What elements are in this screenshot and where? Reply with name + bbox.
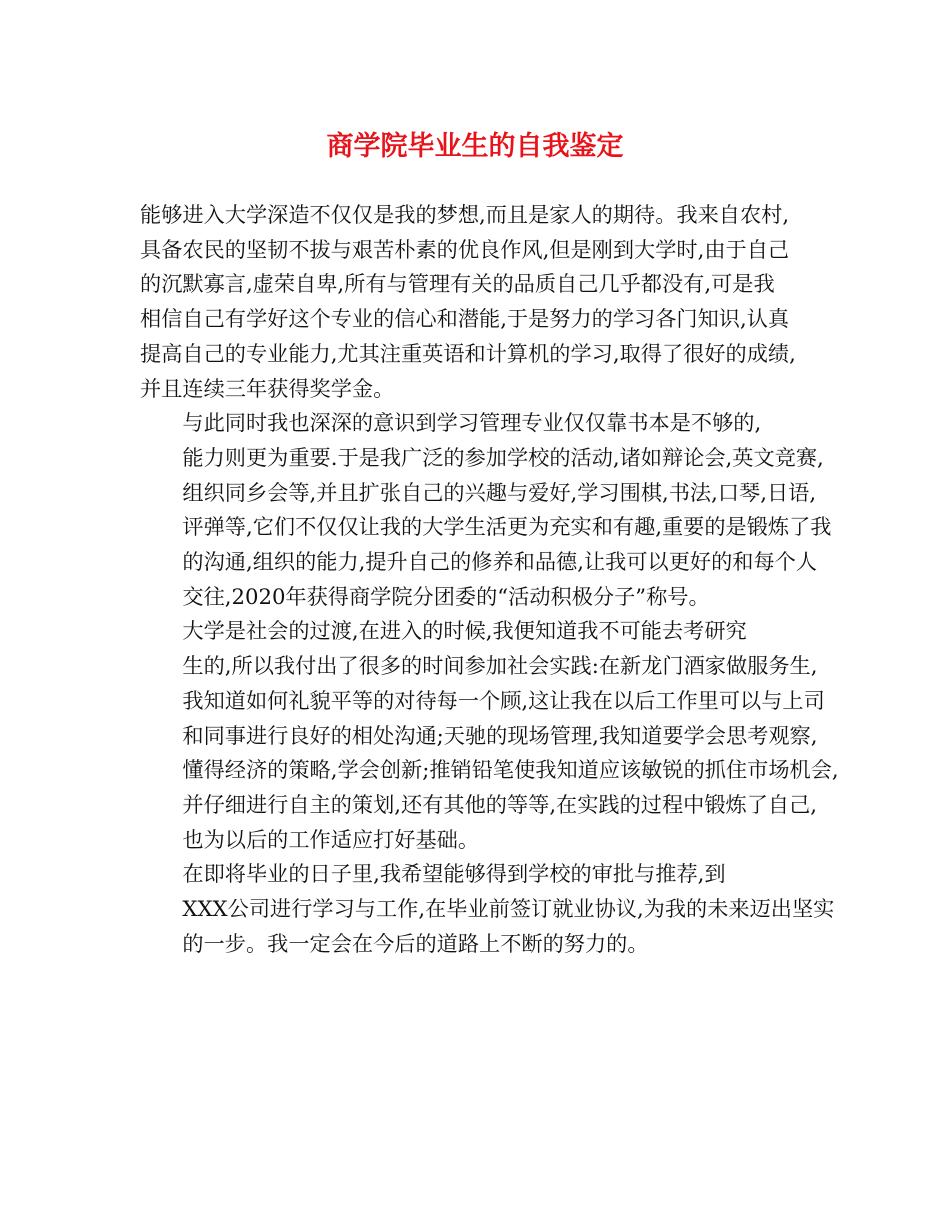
- paragraph-line: 并仔细进行自主的策划,还有其他的等等,在实践的过程中锻炼了自己,: [182, 791, 818, 817]
- paragraph-line: 相信自己有学好这个专业的信心和潜能,于是努力的学习各门知识,认真: [140, 306, 790, 332]
- paragraph-line: 的沟通,组织的能力,提升自己的修养和品德,让我可以更好的和每个人: [182, 549, 818, 575]
- paragraph-line: 大学是社会的过渡,在进入的时候,我便知道我不可能去考研究: [182, 618, 747, 644]
- paragraph-line: 的一步。我一定会在今后的道路上不断的努力的。: [182, 930, 649, 956]
- paragraph: [140, 857, 835, 961]
- paragraph-line: 评弹等,它们不仅仅让我的大学生活更为充实和有趣,重要的是锻炼了我: [182, 514, 832, 540]
- paragraph-line: 我知道如何礼貌平等的对待每一个顾,这让我在以后工作里可以与上司: [182, 687, 825, 713]
- paragraph-line: 在即将毕业的日子里,我希望能够得到学校的审批与推荐,到: [182, 861, 726, 887]
- document-title: 商学院毕业生的自我鉴定: [326, 131, 624, 162]
- paragraph-line: 生的,所以我付出了很多的时间参加社会实践:在新龙门酒家做服务生,: [182, 653, 818, 679]
- paragraph-line: XXX公司进行学习与工作,在毕业前签订就业协议,为我的未来迈出坚实: [182, 896, 835, 922]
- paragraph-line: 的沉默寡言,虚荣自卑,所有与管理有关的品质自己几乎都没有,可是我: [140, 271, 775, 297]
- paragraph-line: 与此同时我也深深的意识到学习管理专业仅仅靠书本是不够的,: [182, 410, 762, 436]
- paragraph: [140, 198, 814, 406]
- document-body: [140, 198, 839, 961]
- paragraph-line: 能够进入大学深造不仅仅是我的梦想,而且是家人的期待。我来自农村,: [140, 202, 790, 227]
- paragraph-line: 交往,2020年获得商学院分团委的“活动积极分子”称号。: [182, 583, 710, 609]
- paragraph: [140, 614, 839, 857]
- paragraph-line: 并且连续三年获得奖学金。: [140, 375, 395, 401]
- paragraph-line: 和同事进行良好的相处沟通;天驰的现场管理,我知道要学会思考观察,: [182, 722, 818, 748]
- paragraph-line: 能力则更为重要.于是我广泛的参加学校的活动,诸如辩论会,英文竞赛,: [182, 444, 824, 470]
- paragraph-line: 也为以后的工作适应打好基础。: [182, 826, 480, 852]
- paragraph-line: 懂得经济的策略,学会创新;推销铅笔使我知道应该敏锐的抓住市场机会,: [182, 757, 839, 783]
- paragraph: [140, 406, 832, 614]
- paragraph-line: 组织同乡会等,并且扩张自己的兴趣与爱好,学习围棋,书法,口琴,日语,: [182, 479, 817, 505]
- paragraph-line: 提高自己的专业能力,尤其注重英语和计算机的学习,取得了很好的成绩,: [140, 340, 796, 366]
- paragraph-line: 具备农民的坚韧不拔与艰苦朴素的优良作风,但是刚到大学时,由于自己: [140, 236, 790, 262]
